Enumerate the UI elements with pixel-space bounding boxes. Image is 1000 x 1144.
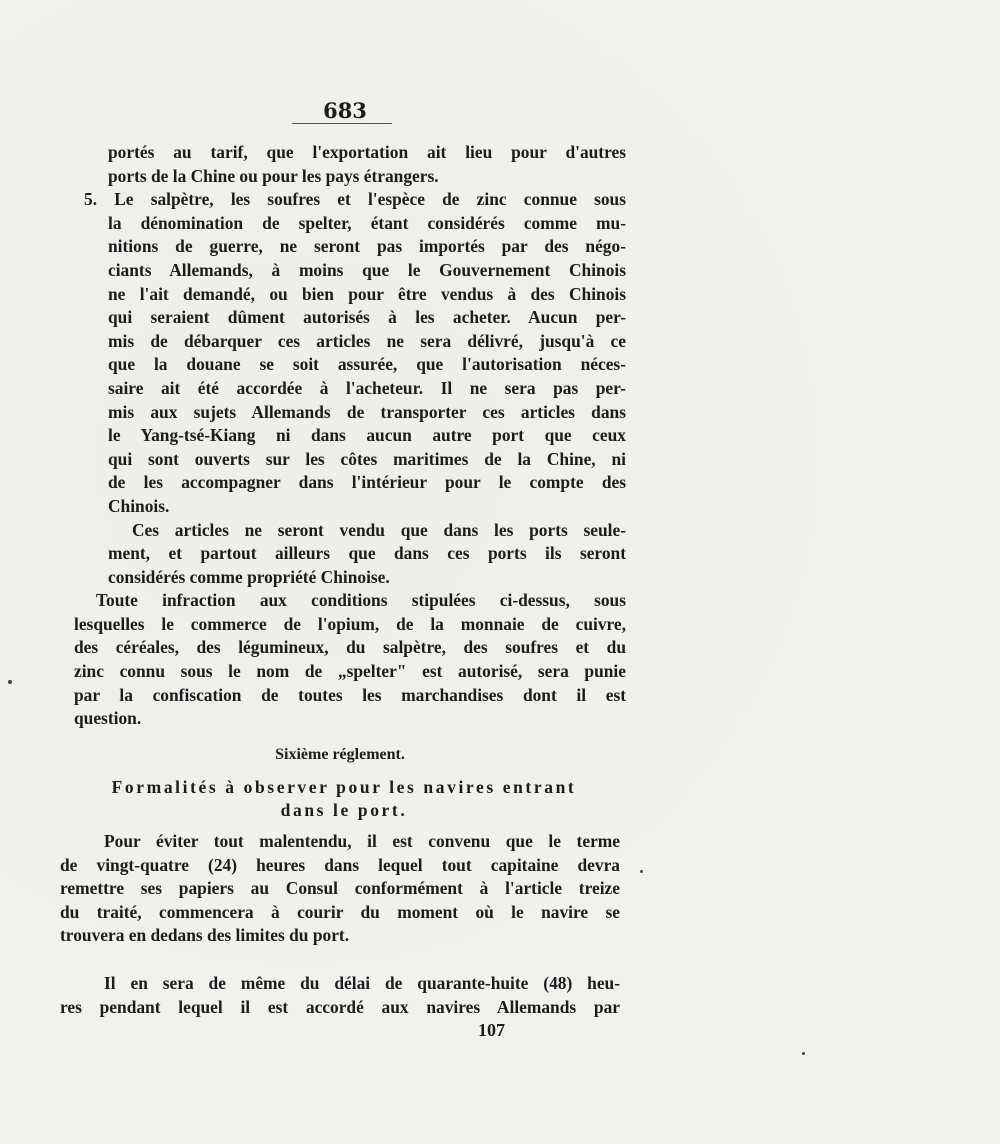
text-line: des céréales, des légumineux, du salpètre, des soufres et du bbox=[74, 637, 626, 658]
section-title: Sixième réglement. bbox=[275, 746, 405, 763]
text-line: du traité, commencera à courir du moment où le navire se bbox=[60, 901, 620, 922]
text-line: 5. Le salpètre, les soufres et l'espèce de zinc connue sous bbox=[84, 189, 626, 210]
body-text-section bbox=[74, 141, 626, 731]
text-line: mis de débarquer ces articles ne sera délivré, jusqu'à ce bbox=[108, 330, 626, 351]
heading-line: dans le port. bbox=[280, 800, 408, 820]
header-rule bbox=[292, 123, 392, 124]
section-heading bbox=[74, 776, 614, 822]
text-line: de vingt-quatre (24) heures dans lequel tout capitaine devra bbox=[60, 854, 620, 875]
text-line: res pendant lequel il est accordé aux navires Allemands par bbox=[60, 996, 620, 1017]
signature-mark: 107 bbox=[478, 1020, 505, 1040]
text-line: que la douane se soit assurée, que l'autorisation néces- bbox=[108, 354, 626, 375]
heading-line: Formalités à observer pour les navires entrant bbox=[111, 777, 577, 797]
text-line: remettre ses papiers au Consul conformément à l'article treize bbox=[60, 878, 620, 899]
page-number: 683 bbox=[323, 98, 367, 123]
text-line: saire ait été accordée à l'acheteur. Il ne sera pas per- bbox=[108, 377, 626, 398]
text-line: ports de la Chine ou pour les pays étrangers. bbox=[108, 165, 439, 186]
text-line: la dénomination de spelter, étant considérés comme mu- bbox=[108, 212, 626, 233]
text-line: de les accompagner dans l'intérieur pour le compte des bbox=[108, 472, 626, 493]
ink-speck bbox=[640, 870, 643, 873]
paragraph bbox=[60, 972, 620, 1019]
text-line: Toute infraction aux conditions stipulées ci-dessus, sous bbox=[96, 590, 626, 611]
ink-speck bbox=[8, 680, 12, 684]
text-line: Il en sera de même du délai de quarante-huite (48) heu- bbox=[104, 973, 620, 993]
text-line: portés au tarif, que l'exportation ait lieu pour d'autres bbox=[108, 142, 626, 162]
text-line: le Yang-tsé-Kiang ni dans aucun autre port que ceux bbox=[108, 425, 626, 446]
ink-speck bbox=[802, 1052, 805, 1055]
text-line: ciants Allemands, à moins que le Gouvernement Chinois bbox=[108, 259, 626, 280]
text-line: Chinois. bbox=[108, 495, 170, 516]
text-line: considérés comme propriété Chinoise. bbox=[108, 566, 390, 587]
text-line: trouvera en dedans des limites du port. bbox=[60, 925, 350, 946]
text-line: zinc connu sous le nom de „spelter" est autorisé, sera punie bbox=[74, 661, 626, 682]
text-line: question. bbox=[74, 708, 142, 729]
text-line: Pour éviter tout malentendu, il est convenu que le terme bbox=[104, 831, 620, 851]
text-line: par la confiscation de toutes les marchandises dont il est bbox=[74, 684, 626, 705]
text-line: qui sont ouverts sur les côtes maritimes de la Chine, ni bbox=[108, 448, 626, 469]
text-line: ne l'ait demandé, ou bien pour être vendus à des Chinois bbox=[108, 283, 626, 304]
text-line: lesquelles le commerce de l'opium, de la monnaie de cuivre, bbox=[74, 613, 626, 634]
text-line: qui seraient dûment autorisés à les acheter. Aucun per- bbox=[108, 307, 626, 328]
paragraph bbox=[60, 830, 620, 948]
text-line: ment, et partout ailleurs que dans ces ports ils seront bbox=[108, 543, 626, 564]
text-line: nitions de guerre, ne seront pas importés par des négo- bbox=[108, 236, 626, 257]
text-line: mis aux sujets Allemands de transporter ces articles dans bbox=[108, 401, 626, 422]
text-line: Ces articles ne seront vendu que dans les ports seule- bbox=[132, 519, 626, 540]
